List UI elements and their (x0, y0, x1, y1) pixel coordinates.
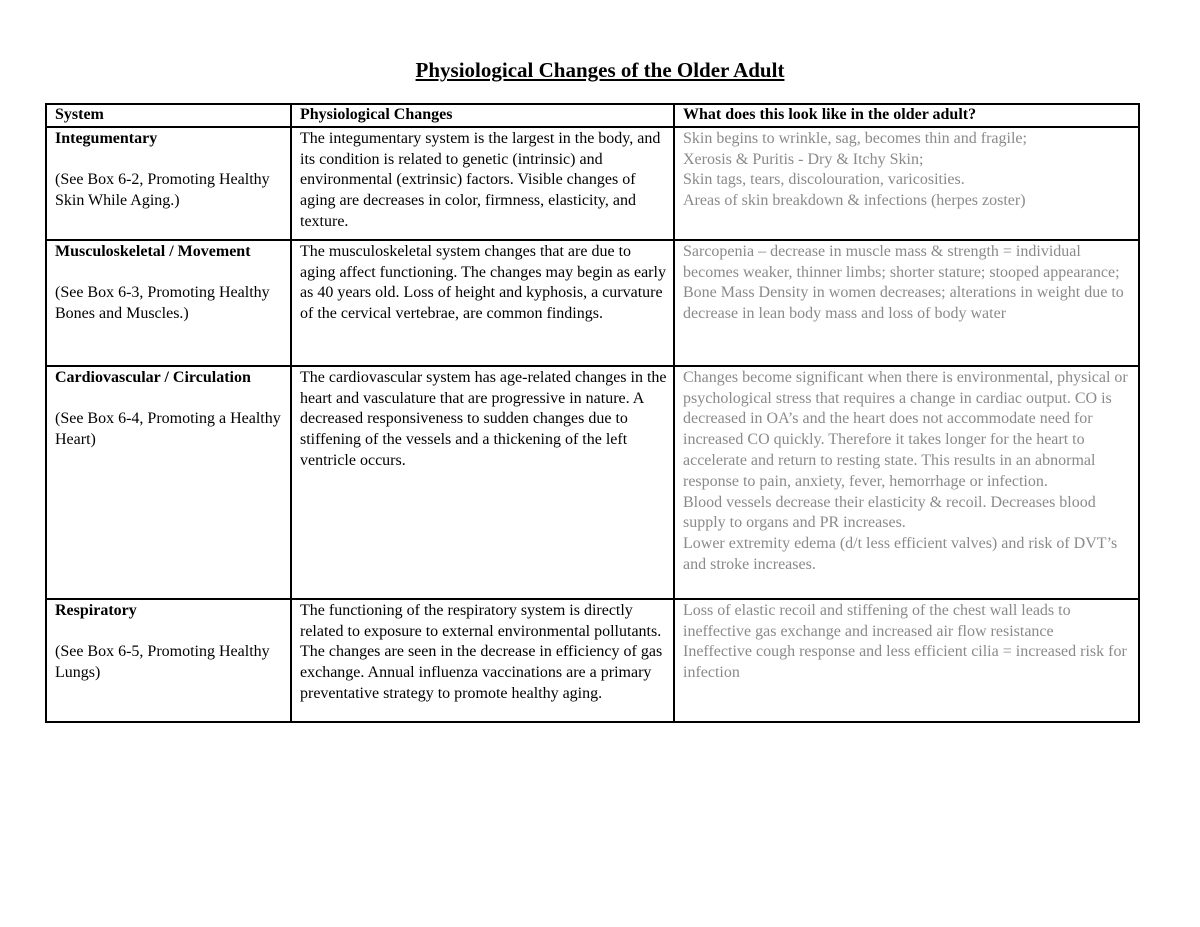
looks-like-line: Ineffective cough response and less efficient cilia = increased risk for infection (683, 643, 1127, 682)
looks-like-cell (674, 127, 1139, 240)
system-cell (46, 366, 291, 599)
system-reference: (See Box 6-4, Promoting a Healthy Heart) (55, 410, 281, 449)
document-title: Physiological Changes of the Older Adult (415, 58, 785, 82)
changes-cell: The integumentary system is the largest in the body, and its condition is related to genetic (intrinsic) and environmental (extrinsic) factors. Visible changes of aging are decreases in color, firmness, elasticity, and texture. (291, 127, 674, 240)
system-cell (46, 127, 291, 240)
header-physiological-changes: Physiological Changes (291, 104, 674, 127)
system-reference: (See Box 6-5, Promoting Healthy Lungs) (55, 643, 270, 682)
looks-like-cell (674, 599, 1139, 722)
system-name: Respiratory (55, 601, 137, 619)
looks-like-line: Xerosis & Puritis - Dry & Itchy Skin; (683, 150, 924, 168)
system-cell (46, 599, 291, 722)
looks-like-line: Skin begins to wrinkle, sag, becomes thin and fragile; (683, 129, 1027, 147)
physiological-changes-table (45, 103, 1140, 723)
system-reference: (See Box 6-2, Promoting Healthy Skin While Aging.) (55, 171, 270, 210)
looks-like-cell (674, 240, 1139, 366)
header-system: System (46, 104, 291, 127)
looks-like-line: Loss of elastic recoil and stiffening of the chest wall leads to ineffective gas exchange and increased air flow resistance (683, 601, 1071, 640)
system-name: Musculoskeletal / Movement (55, 242, 251, 260)
system-reference: (See Box 6-3, Promoting Healthy Bones and Muscles.) (55, 284, 270, 323)
table-row-integumentary (46, 127, 1139, 240)
looks-like-line: Lower extremity edema (d/t less efficient valves) and risk of DVT’s and stroke increases. (683, 535, 1118, 573)
looks-like-line: Changes become significant when there is environmental, physical or psychological stress that requires a change in cardiac output. CO is decreased in OA’s and the heart does not accommodate need for increased CO quickly. Therefore it takes longer for the heart to accelerate and return to resting state. This results in an abnormal response to pain, anxiety, fever, hemorrhage or infection. (683, 368, 1128, 490)
header-what-it-looks-like: What does this look like in the older adult? (674, 104, 1139, 127)
table-row-respiratory (46, 599, 1139, 722)
looks-like-line: Skin tags, tears, discolouration, varicosities. (683, 171, 965, 189)
table-header-row (46, 104, 1139, 127)
looks-like-line: Sarcopenia – decrease in muscle mass & strength = individual becomes weaker, thinner limbs; shorter stature; stooped appearance; Bone Mass Density in women decreases; alterations in weight due to decrease in lean body mass and loss of body water (683, 242, 1124, 323)
changes-cell: The functioning of the respiratory system is directly related to exposure to external environmental pollutants. The changes are seen in the decrease in efficiency of gas exchange. Annual influenza vaccinations are a primary preventative strategy to promote healthy aging. (291, 599, 674, 722)
system-name: Cardiovascular / Circulation (55, 368, 251, 386)
changes-cell: The cardiovascular system has age-related changes in the heart and vasculature that are progressive in nature. A decreased responsiveness to sudden changes due to stiffening of the vessels and a thickening of the left ventricle occurs. (291, 366, 674, 599)
changes-cell: The musculoskeletal system changes that are due to aging affect functioning. The changes may begin as early as 40 years old. Loss of height and kyphosis, a curvature of the cervical vertebrae, are common findings. (291, 240, 674, 366)
system-cell (46, 240, 291, 366)
table-row-cardiovascular (46, 366, 1139, 599)
looks-like-cell (674, 366, 1139, 599)
system-name: Integumentary (55, 129, 158, 147)
looks-like-line: Areas of skin breakdown & infections (herpes zoster) (683, 192, 1026, 210)
looks-like-line: Blood vessels decrease their elasticity & recoil. Decreases blood supply to organs and PR increases. (683, 493, 1096, 532)
table-row-musculoskeletal (46, 240, 1139, 366)
